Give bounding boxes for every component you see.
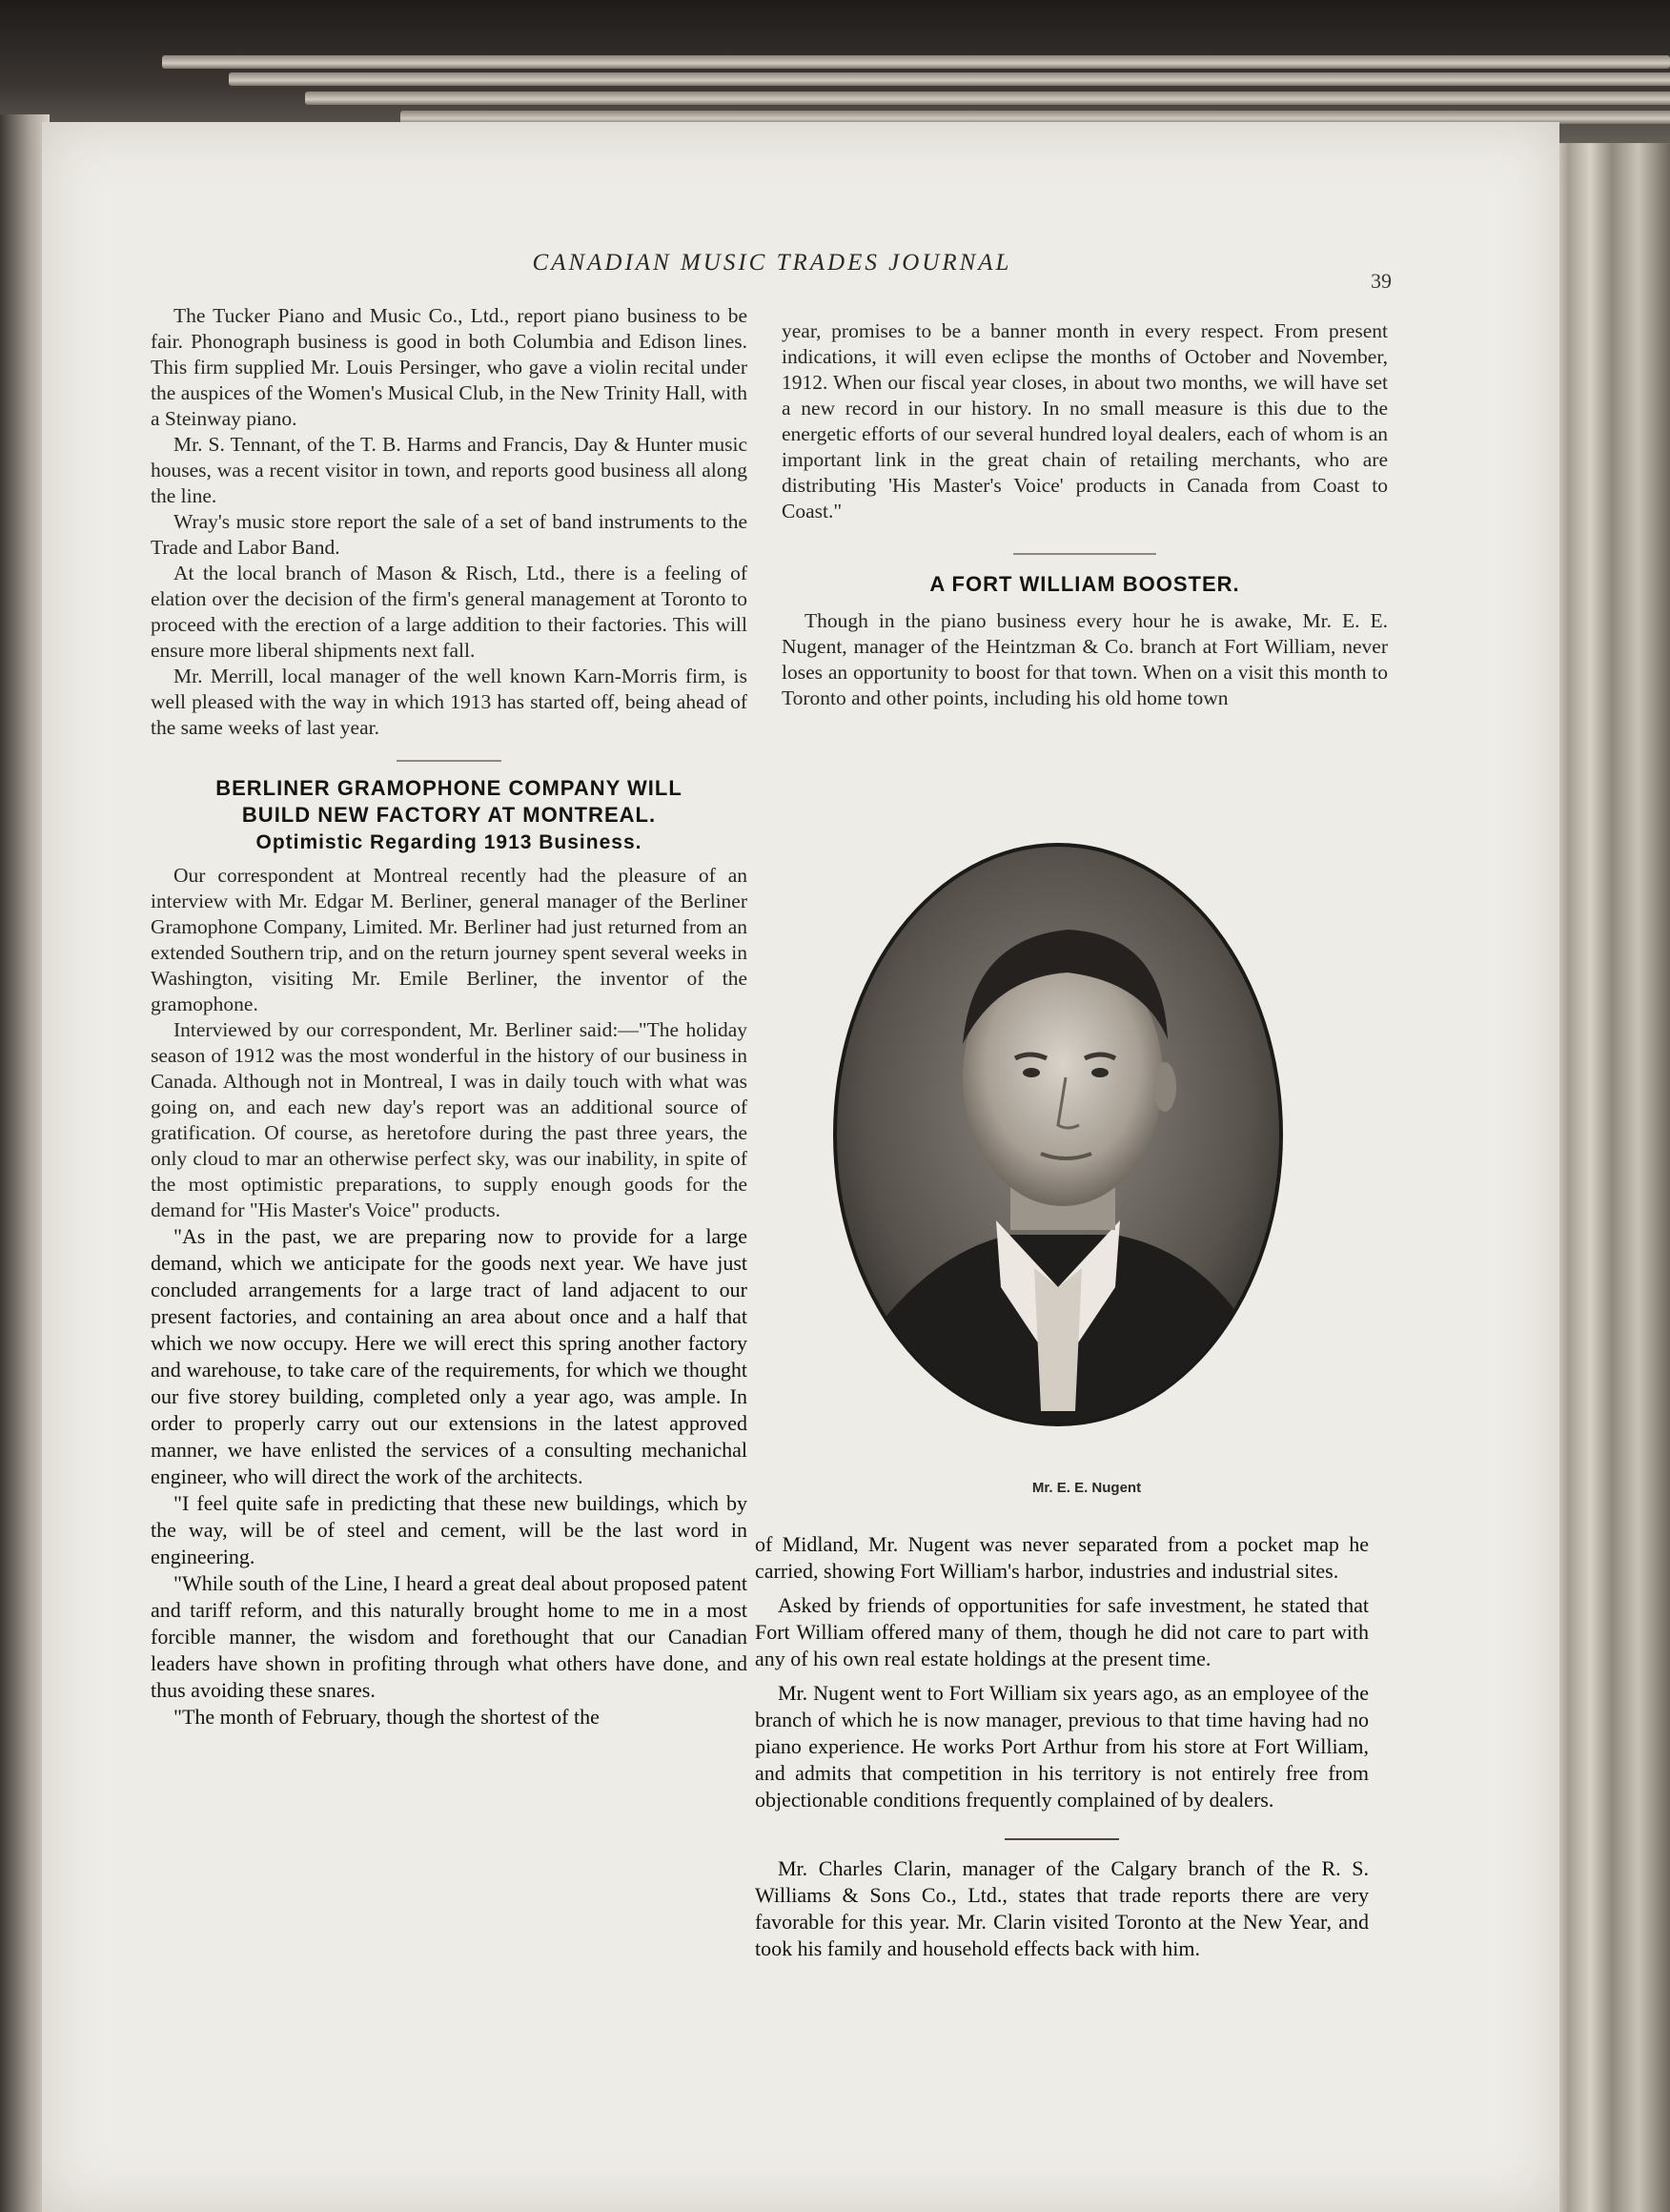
- running-head: CANADIAN MUSIC TRADES JOURNAL: [532, 250, 1012, 276]
- headline-line: BERLINER GRAMOPHONE COMPANY WILL: [215, 776, 682, 800]
- paragraph: Mr. Merrill, local manager of the well known Karn-Morris firm, is well pleased with the way in which 1913 has started off, being ahead of the same weeks of last year.: [151, 665, 747, 739]
- left-column: [151, 303, 747, 1731]
- paragraph: The Tucker Piano and Music Co., Ltd., report piano business to be fair. Phonograph business is good in both Columbia and Edison lines. This firm supplied Mr. Louis Persinger, who gave a violin recital under the auspices of the Women's Musical Club, in the New Trinity Hall, with a Steinway piano.: [151, 304, 747, 430]
- section-divider: [1013, 553, 1156, 555]
- paragraph: "As in the past, we are preparing now to provide for a large demand, which we anticipate for the goods next year. We have just concluded arrangements for a large tract of land adjacent to our present factories, and containing an area about once and a half that which we now occupy. Here we will erect this spring another factory and warehouse, to take care of the requirements, for which we thought our five storey building, completed only a year ago, was ample. In order to properly carry out our extensions in the latest approved manner, we have enlisted the services of a consulting mechanichal engineer, who will direct the work of the architects.: [151, 1224, 747, 1488]
- paragraph: Wray's music store report the sale of a set of band instruments to the Trade and Labor Band.: [151, 510, 747, 559]
- paragraph: Our correspondent at Montreal recently had the pleasure of an interview with Mr. Edgar M. Berliner, general manager of the Berliner Gramophone Company, Limited. Mr. Berliner had just returned from an extended Southern trip, and on the return journey spent several weeks in Washington, visiting Mr. Emile Berliner, the inventor of the gramophone.: [151, 864, 747, 1015]
- paragraph: of Midland, Mr. Nugent was never separated from a pocket map he carried, showing Fort William's harbor, industries and industrial sites.: [755, 1532, 1369, 1583]
- paragraph: "While south of the Line, I heard a great deal about proposed patent and tariff reform, and this naturally brought home to me in a most forcible manner, the wisdom and forethought that our Canadian leaders have shown in profiting through what others have done, and thus avoiding these snares.: [151, 1571, 747, 1702]
- photo-caption: Mr. E. E. Nugent: [1031, 1480, 1142, 1496]
- headline-line: BUILD NEW FACTORY AT MONTREAL.: [241, 803, 657, 827]
- paragraph: At the local branch of Mason & Risch, Ltd., there is a feeling of elation over the decision of the firm's general management at Toronto to proceed with the erection of a large addition to their factories. This will ensure more liberal shipments next fall.: [151, 562, 747, 662]
- page-number: 39: [1371, 269, 1392, 293]
- paragraph: year, promises to be a banner month in every respect. From present indications, it will even eclipse the months of October and November, 1912. When our fiscal year closes, in about two months, we will have set a new record in our history. In no small measure is this due to the energetic efforts of our several hundred loyal dealers, each of whom is an important link in the great chain of retailing merchants, who are distributing 'His Master's Voice' products in Canada from Coast to Coast.": [782, 319, 1388, 522]
- fort-william-headline: A FORT WILLIAM BOOSTER.: [929, 572, 1240, 596]
- right-column-top: [782, 318, 1388, 711]
- portrait-image: [829, 839, 1287, 1430]
- berliner-subhead: Optimistic Regarding 1913 Business.: [255, 831, 642, 853]
- paragraph: Interviewed by our correspondent, Mr. Berliner said:—"The holiday season of 1912 was the most wonderful in the history of our business in Canada. Although not in Montreal, I was in daily touch with what was going on, and each new day's report was an additional source of gratification. Of course, as heretofore during the past three years, the only cloud to mar an otherwise perfect sky, was our inability, in spite of the most optimistic preparations, to supply enough goods for the demand for "His Master's Voice" products.: [151, 1018, 747, 1221]
- portrait-photo: [829, 839, 1287, 1430]
- section-divider: [397, 760, 501, 762]
- paragraph: Asked by friends of opportunities for safe investment, he stated that Fort William offered many of them, though he did not care to part with any of his own real estate holdings at the present time.: [755, 1593, 1369, 1670]
- page-stack-edge: [162, 55, 1670, 69]
- paragraph: Though in the piano business every hour he is awake, Mr. E. E. Nugent, manager of the Heintzman & Co. branch at Fort William, never loses an opportunity to boost for that town. When on a visit this month to Toronto and other points, including his old home town: [782, 609, 1388, 709]
- paragraph: "I feel quite safe in predicting that these new buildings, which by the way, will be of steel and cement, will be the last word in engineering.: [151, 1491, 747, 1568]
- section-divider: [1005, 1838, 1119, 1840]
- paragraph: Mr. Charles Clarin, manager of the Calgary branch of the R. S. Williams & Sons Co., Ltd., states that trade reports there are very favorable for this year. Mr. Clarin visited Toronto at the New Year, and took his family and household effects back with him.: [755, 1856, 1369, 1960]
- paragraph: Mr. S. Tennant, of the T. B. Harms and Francis, Day & Hunter music houses, was a recent visitor in town, and reports good business all along the line.: [151, 433, 747, 507]
- berliner-headline: [151, 775, 747, 829]
- right-column-bottom: [755, 1531, 1369, 1962]
- page-stack-edge: [229, 72, 1670, 86]
- page-stack-edge: [305, 92, 1670, 105]
- paragraph: Mr. Nugent went to Fort William six years ago, as an employee of the branch of which he is now manager, previous to that time having had no piano experience. He works Port Arthur from his store at Fort William, and admits that competition in his territory is not entirely free from objectionable conditions frequently complained of by dealers.: [755, 1681, 1369, 1812]
- paragraph: "The month of February, though the shortest of the: [173, 1705, 600, 1729]
